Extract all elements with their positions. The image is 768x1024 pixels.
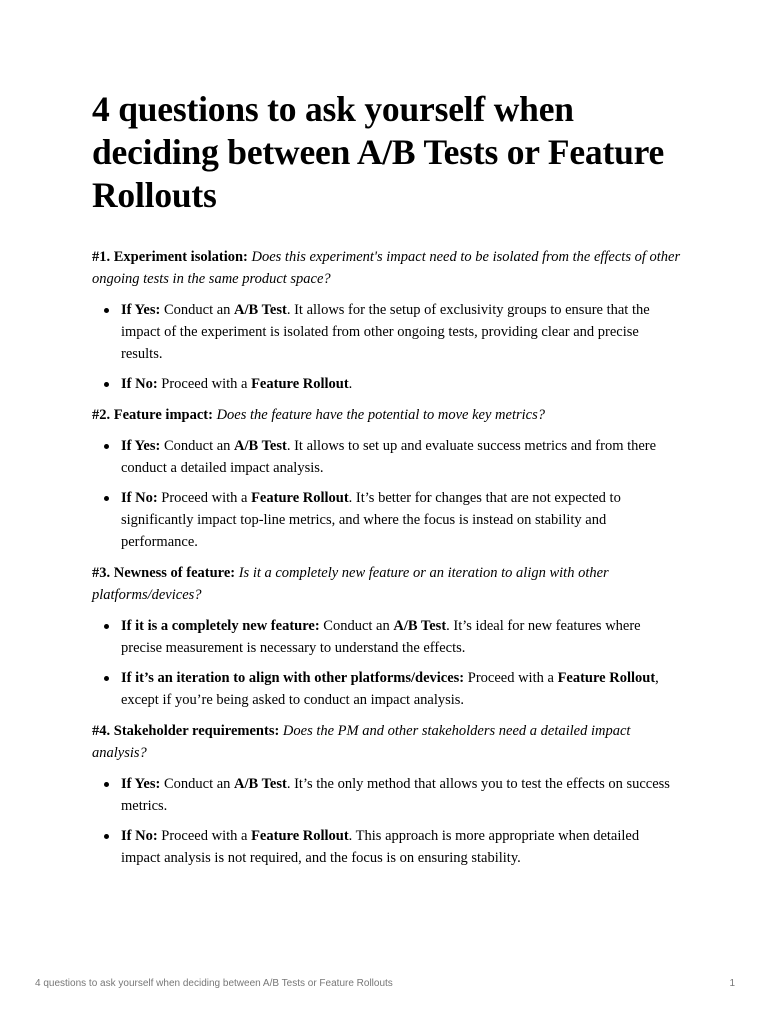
question-label: #3. Newness of feature: [92,565,236,581]
question-2 [92,404,682,426]
method-name: A/B Test [234,302,287,318]
answer-lead: If Yes: [121,438,161,454]
footer-title: 4 questions to ask yourself when deciding between A/B Tests or Feature Rollouts [35,978,393,989]
answer-text: Conduct an [163,776,231,792]
answer-text: . It’s better for changes that are not expected to significantly impact top-line metrics, and where the focus is instead on stability and performance. [121,490,621,550]
answer-lead: If Yes: [121,776,161,792]
answer-lead: If Yes: [121,302,161,318]
answer-text: Proceed with a [161,490,248,506]
list-item [121,373,682,395]
question-label: #1. Experiment isolation: [92,249,248,265]
answer-list-3 [92,615,682,711]
answer-text: . It allows for the setup of exclusivity groups to ensure that the impact of the experiment is isolated from other ongoing tests, providing clear and precise results. [121,302,650,362]
question-label: #2. Feature impact: [92,407,213,423]
question-text: Does this experiment's impact need to be isolated from the effects of other ongoing tests in the same product space? [92,249,681,287]
answer-lead: If No: [121,828,158,844]
answer-text: . This approach is more appropriate when detailed impact analysis is not required, and the focus is on ensuring stability. [121,828,640,866]
answer-text: Conduct an [163,438,231,454]
answer-text: Conduct an [163,302,231,318]
answer-text: Proceed with a [161,828,248,844]
list-item [121,773,682,817]
list-item [121,825,682,869]
answer-text: Conduct an [323,618,390,634]
answer-lead: If it’s an iteration to align with other platforms/devices: [121,670,465,686]
page-title: 4 questions to ask yourself when deciding between A/B Tests or Feature Rollouts [92,89,665,215]
answer-lead: If No: [121,376,158,392]
method-name: A/B Test [234,776,287,792]
answer-text: . It’s the only method that allows you to test the effects on success metrics. [121,776,670,814]
answer-text: , except if you’re being asked to conduct an impact analysis. [121,670,659,708]
answer-lead: If it is a completely new feature: [121,618,320,634]
answer-text: . [348,376,353,392]
question-3 [92,562,682,606]
answer-text: . It allows to set up and evaluate success metrics and from there conduct a detailed impact analysis. [121,438,657,476]
question-label: #4. Stakeholder requirements: [92,723,280,739]
method-name: Feature Rollout [251,828,349,844]
method-name: Feature Rollout [557,670,656,686]
list-item [121,299,682,365]
answer-text: Proceed with a [161,376,248,392]
answer-list-2 [92,435,682,553]
method-name: A/B Test [393,618,447,634]
method-name: A/B Test [234,438,287,454]
document-body [92,246,682,878]
answer-text: . It’s ideal for new features where precise measurement is necessary to understand the effects. [121,618,641,656]
question-text: Does the PM and other stakeholders need a detailed impact analysis? [92,723,631,761]
answer-text: Proceed with a [467,670,554,686]
page-number: 1 [729,978,735,989]
question-text: Does the feature have the potential to move key metrics? [216,407,545,423]
list-item [121,615,682,659]
list-item [121,435,682,479]
method-name: Feature Rollout [251,376,349,392]
question-4 [92,720,682,764]
question-text: Is it a completely new feature or an iteration to align with other platforms/devices? [92,565,609,603]
method-name: Feature Rollout [251,490,349,506]
answer-lead: If No: [121,490,158,506]
list-item [121,667,682,711]
answer-list-1 [92,299,682,395]
list-item [121,487,682,553]
answer-list-4 [92,773,682,869]
question-1 [92,246,682,290]
page-footer [35,978,735,989]
